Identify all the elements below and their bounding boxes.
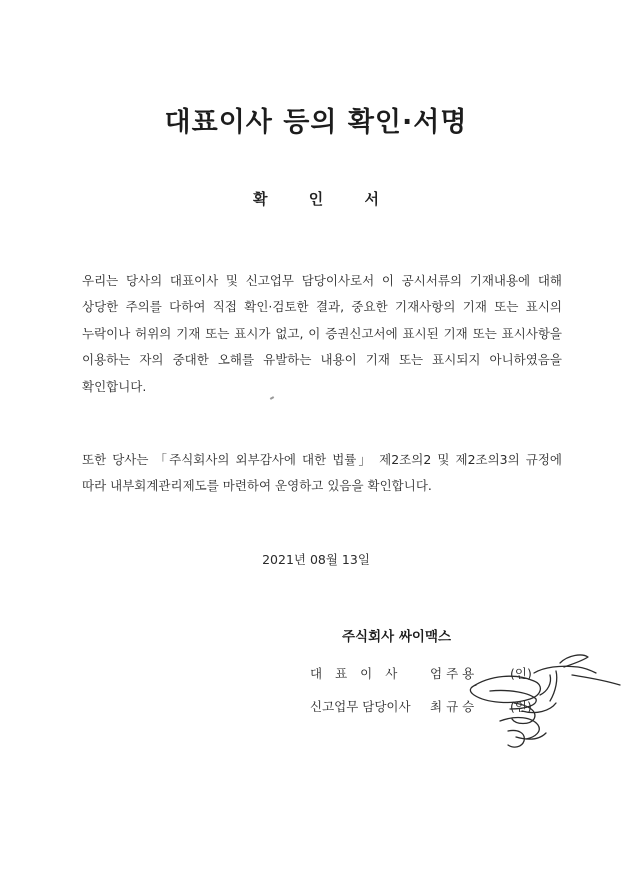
handwritten-signature (460, 645, 630, 755)
signatory-role: 신고업무 담당이사 (310, 699, 411, 714)
company-name: 주식회사 싸이맥스 (342, 629, 452, 645)
seal-mark: (인) (510, 666, 532, 681)
signatory-name: 엄주용 (430, 666, 479, 681)
internal-control-paragraph: 또한 당사는 「주식회사의 외부감사에 대한 법률」 제2조의2 및 제2조의3의 규정에 따라 내부회계관리제도를 마련하여 운영하고 있음을 확인합니다. (82, 452, 562, 494)
signatory-role: 대표이사 (310, 666, 411, 681)
seal-mark: (인) (510, 699, 532, 714)
document-subtitle: 확 인 서 (253, 190, 397, 208)
signatory-name: 최규승 (430, 699, 479, 714)
confirmation-paragraph: 우리는 당사의 대표이사 및 신고업무 담당이사로서 이 공시서류의 기재내용에 대해 상당한 주의를 다하여 직접 확인·검토한 결과, 중요한 기재사항의 기재 또는 표시의 누락이나 허위의 기재 또는 표시가 없고, 이 증권신고서에 표시된 기재 또는 표시사항을 이용하는 자의 중대한 오해를 유발하는 내용이 기재 또는 표시되지 아니하였음을 확인합니다. (82, 273, 562, 394)
document-date: 2021년 08월 13일 (262, 552, 370, 567)
document-title: 대표이사 등의 확인·서명 (164, 107, 468, 138)
